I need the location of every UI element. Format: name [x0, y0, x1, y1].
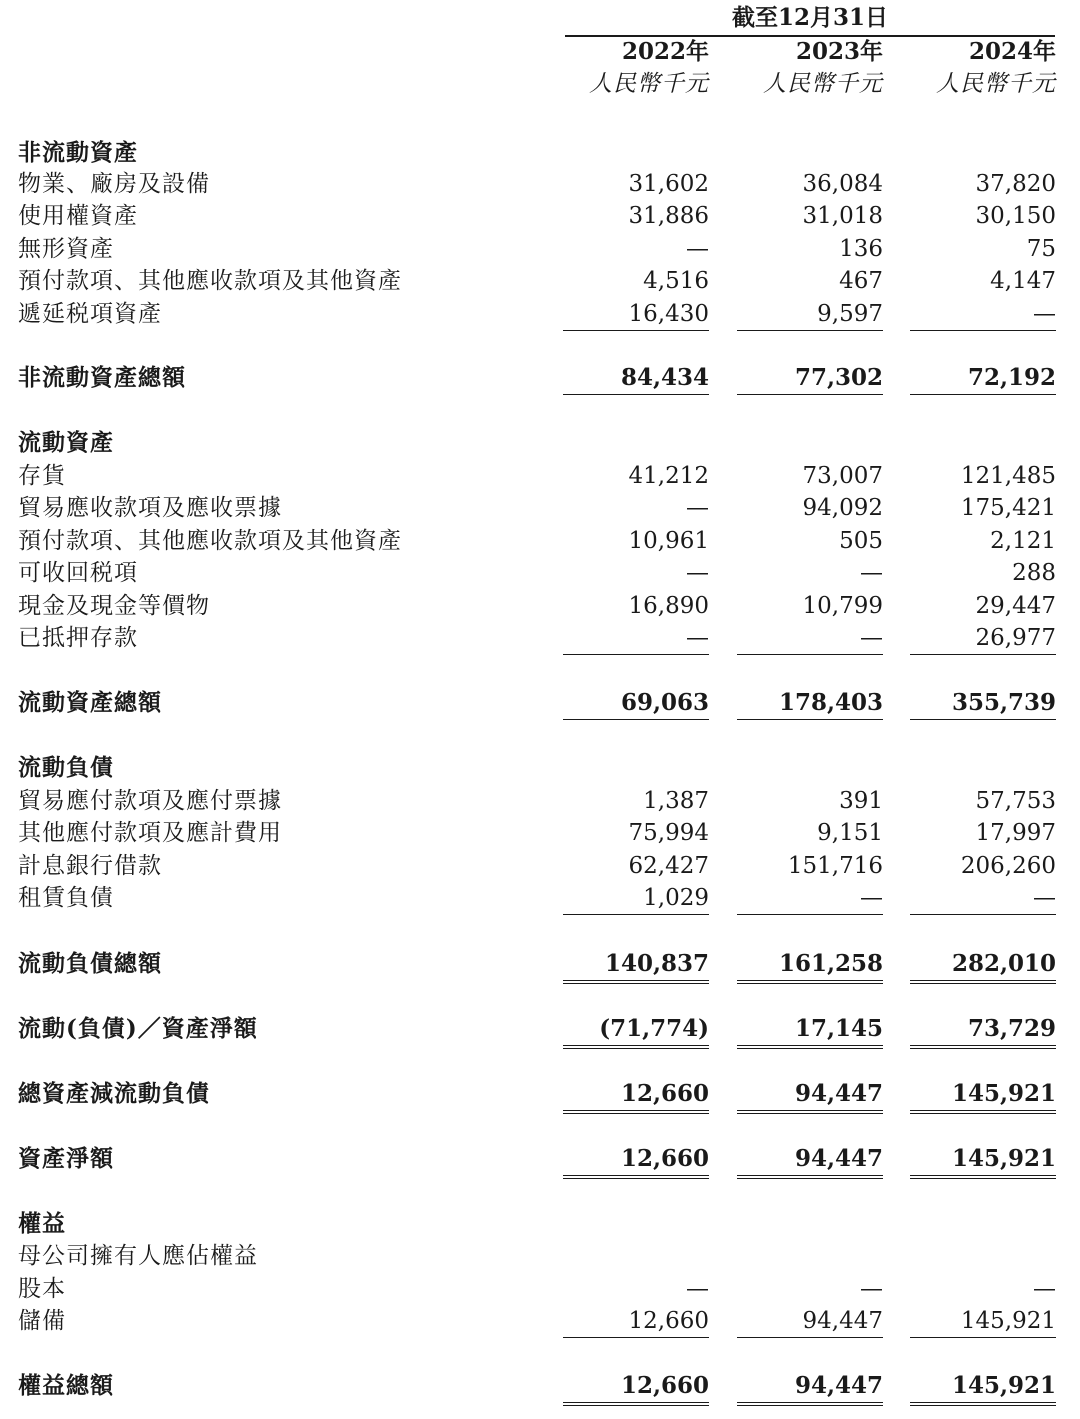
- value-cell-2024: 73,729: [910, 1013, 1056, 1049]
- column-unit-2024: 人民幣千元: [936, 71, 1056, 97]
- section-row: [0, 1078, 1080, 1110]
- row-label: 股本: [18, 1276, 66, 1302]
- value-cell-2023: 505: [839, 528, 883, 554]
- value-cell-2023: 94,447: [737, 1143, 883, 1179]
- row-label: 無形資產: [18, 236, 114, 262]
- row-label: 流動資產: [18, 429, 114, 456]
- value-cell-2023: 17,145: [737, 1013, 883, 1049]
- value-cell-2023: 36,084: [802, 171, 883, 197]
- column-year-2024: 2024年: [968, 38, 1056, 65]
- value-cell-2022: 1,387: [643, 788, 709, 814]
- value-cell-2022: 1,029: [563, 882, 709, 915]
- value-cell-2024: 57,753: [975, 788, 1056, 814]
- row-label: 可收回税項: [18, 560, 138, 586]
- row-label: 權益總額: [18, 1372, 114, 1399]
- row-label: 儲備: [18, 1308, 66, 1334]
- row-label: 資產淨額: [18, 1145, 114, 1172]
- value-cell-2024: 26,977: [910, 622, 1056, 655]
- section-row: [0, 1370, 1080, 1402]
- value-cell-2023: 161,258: [737, 948, 883, 984]
- value-cell-2022: 12,660: [563, 1078, 709, 1114]
- row-label: 使用權資產: [18, 203, 138, 229]
- table-row: [0, 557, 1080, 589]
- row-label: 存貨: [18, 463, 66, 489]
- row-label: 遞延税項資產: [18, 301, 162, 327]
- value-cell-2024: 175,421: [960, 495, 1056, 521]
- row-label: 非流動資產: [18, 139, 138, 166]
- value-cell-2023: —: [737, 882, 883, 915]
- value-cell-2022: 16,890: [628, 593, 709, 619]
- table-row: [0, 265, 1080, 297]
- row-label: 流動負債總額: [18, 950, 162, 977]
- column-year-2023: 2023年: [795, 38, 883, 65]
- value-cell-2023: 136: [839, 236, 883, 262]
- value-cell-2023: 151,716: [787, 853, 883, 879]
- row-label: 現金及現金等價物: [18, 593, 210, 619]
- table-row: [0, 492, 1080, 524]
- value-cell-2022: (71,774): [563, 1013, 709, 1049]
- value-cell-2022: 69,063: [563, 687, 709, 720]
- value-cell-2022: 4,516: [643, 268, 709, 294]
- value-cell-2023: 94,092: [802, 495, 883, 521]
- section-row: [0, 362, 1080, 394]
- value-cell-2024: 72,192: [910, 362, 1056, 395]
- value-cell-2022: —: [686, 1276, 709, 1302]
- value-cell-2024: 17,997: [975, 820, 1056, 846]
- value-cell-2022: —: [686, 236, 709, 262]
- value-cell-2024: 37,820: [975, 171, 1056, 197]
- section-row: [0, 948, 1080, 980]
- section-row: [0, 687, 1080, 719]
- value-cell-2022: 16,430: [563, 298, 709, 331]
- value-cell-2024: 121,485: [960, 463, 1056, 489]
- value-cell-2024: 145,921: [910, 1078, 1056, 1114]
- row-label: 其他應付款項及應計費用: [18, 820, 282, 846]
- table-row: [0, 622, 1080, 654]
- value-cell-2023: 178,403: [737, 687, 883, 720]
- value-cell-2023: 391: [839, 788, 883, 814]
- value-cell-2022: 10,961: [628, 528, 709, 554]
- value-cell-2023: 9,151: [817, 820, 883, 846]
- value-cell-2024: 355,739: [910, 687, 1056, 720]
- value-cell-2023: —: [860, 1276, 883, 1302]
- table-row: [0, 817, 1080, 849]
- value-cell-2023: 467: [839, 268, 883, 294]
- value-cell-2023: 73,007: [802, 463, 883, 489]
- value-cell-2023: —: [860, 560, 883, 586]
- value-cell-2024: 75: [1026, 236, 1056, 262]
- value-cell-2022: —: [563, 622, 709, 655]
- row-label: 流動負債: [18, 754, 114, 781]
- table-row: [0, 590, 1080, 622]
- section-row: [0, 1208, 1080, 1240]
- table-row: [0, 850, 1080, 882]
- value-cell-2022: —: [686, 560, 709, 586]
- column-unit-2022: 人民幣千元: [589, 71, 709, 97]
- value-cell-2024: —: [1033, 1276, 1056, 1302]
- row-label: 計息銀行借款: [18, 853, 162, 879]
- table-row: [0, 1240, 1080, 1272]
- section-row: [0, 1143, 1080, 1175]
- period-heading: 截至12月31日: [731, 4, 888, 31]
- table-row: [0, 1305, 1080, 1337]
- row-label: 已抵押存款: [18, 625, 138, 651]
- table-row: [0, 168, 1080, 200]
- row-label: 流動(負債)／資產淨額: [18, 1015, 258, 1042]
- row-label: 權益: [18, 1210, 66, 1237]
- table-row: [0, 1273, 1080, 1305]
- value-cell-2024: 29,447: [975, 593, 1056, 619]
- table-row: [0, 525, 1080, 557]
- row-label: 流動資產總額: [18, 689, 162, 716]
- section-row: [0, 1013, 1080, 1045]
- value-cell-2024: 288: [1012, 560, 1056, 586]
- value-cell-2024: 145,921: [910, 1305, 1056, 1338]
- value-cell-2024: 206,260: [960, 853, 1056, 879]
- value-cell-2023: 94,447: [737, 1370, 883, 1406]
- value-cell-2023: 94,447: [737, 1305, 883, 1338]
- row-label: 非流動資產總額: [18, 364, 186, 391]
- value-cell-2022: 12,660: [563, 1370, 709, 1406]
- value-cell-2023: 31,018: [802, 203, 883, 229]
- value-cell-2023: 94,447: [737, 1078, 883, 1114]
- value-cell-2024: 145,921: [910, 1143, 1056, 1179]
- table-row: [0, 460, 1080, 492]
- value-cell-2024: 30,150: [975, 203, 1056, 229]
- section-row: [0, 752, 1080, 784]
- value-cell-2024: 145,921: [910, 1370, 1056, 1406]
- table-row: [0, 785, 1080, 817]
- table-row: [0, 200, 1080, 232]
- column-year-2022: 2022年: [621, 38, 709, 65]
- value-cell-2023: 9,597: [737, 298, 883, 331]
- row-label: 總資產減流動負債: [18, 1080, 210, 1107]
- section-row: [0, 427, 1080, 459]
- value-cell-2023: 77,302: [737, 362, 883, 395]
- row-label: 預付款項、其他應收款項及其他資產: [18, 268, 402, 294]
- value-cell-2022: 31,602: [628, 171, 709, 197]
- value-cell-2022: 41,212: [628, 463, 709, 489]
- column-unit-2023: 人民幣千元: [763, 71, 883, 97]
- row-label: 貿易應付款項及應付票據: [18, 788, 282, 814]
- row-label: 預付款項、其他應收款項及其他資產: [18, 528, 402, 554]
- row-label: 母公司擁有人應佔權益: [18, 1243, 258, 1269]
- value-cell-2024: 282,010: [910, 948, 1056, 984]
- table-row: [0, 233, 1080, 265]
- table-row: [0, 298, 1080, 330]
- value-cell-2024: 2,121: [990, 528, 1056, 554]
- row-label: 貿易應收款項及應收票據: [18, 495, 282, 521]
- row-label: 租賃負債: [18, 885, 114, 911]
- value-cell-2024: —: [910, 882, 1056, 915]
- value-cell-2022: 12,660: [563, 1143, 709, 1179]
- value-cell-2023: 10,799: [802, 593, 883, 619]
- section-row: [0, 137, 1080, 169]
- value-cell-2022: 75,994: [628, 820, 709, 846]
- value-cell-2022: 84,434: [563, 362, 709, 395]
- row-label: 物業、廠房及設備: [18, 171, 210, 197]
- value-cell-2022: 31,886: [628, 203, 709, 229]
- value-cell-2022: 62,427: [628, 853, 709, 879]
- value-cell-2024: —: [910, 298, 1056, 331]
- value-cell-2022: 140,837: [563, 948, 709, 984]
- value-cell-2022: —: [686, 495, 709, 521]
- value-cell-2024: 4,147: [990, 268, 1056, 294]
- value-cell-2023: —: [737, 622, 883, 655]
- value-cell-2022: 12,660: [563, 1305, 709, 1338]
- table-row: [0, 882, 1080, 914]
